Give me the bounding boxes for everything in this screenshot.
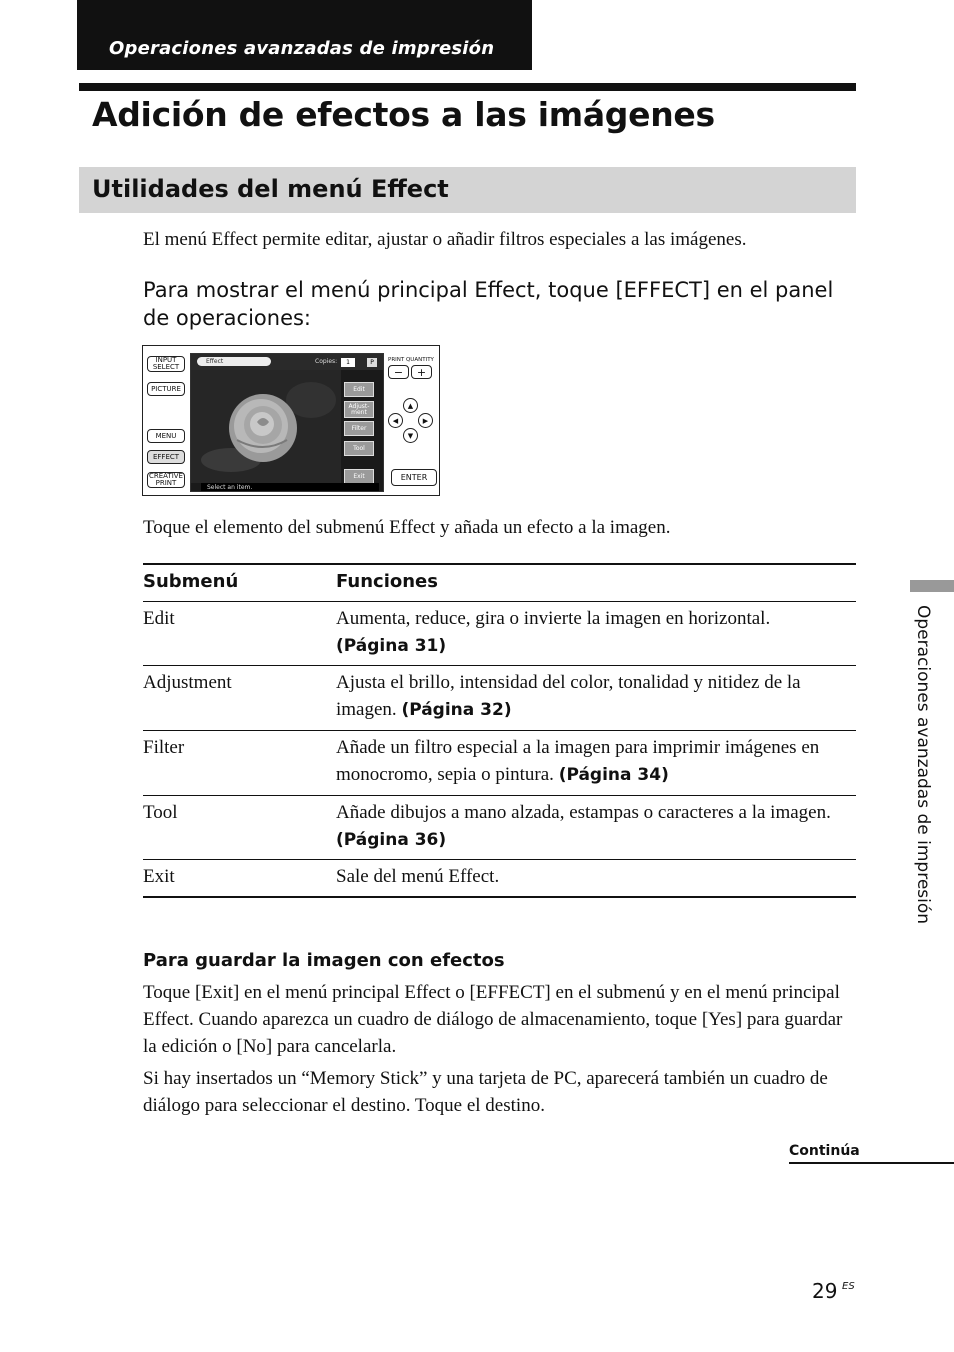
row-adjustment-text: Ajusta el brillo, intensidad del color, tonalidad y nitidez de la imagen. <box>336 672 801 720</box>
row-rule <box>143 795 856 796</box>
section-tab <box>77 0 532 70</box>
save-paragraph-2: Si hay insertados un “Memory Stick” y una tarjeta de PC, aparecerá también un cuadro de diálogo para seleccionar el destino. Toque el destino. <box>143 1068 828 1116</box>
table-header-rule <box>143 601 856 602</box>
page-language: ES <box>842 1281 855 1292</box>
instruction-text: Para mostrar el menú principal Effect, toque [EFFECT] en el panel de operaciones: <box>143 278 834 330</box>
lcd-effect-title: Effect <box>197 357 271 366</box>
arrow-down-icon: ▼ <box>403 428 418 443</box>
row-edit-function <box>336 605 856 660</box>
row-filter-ref: (Página 34) <box>558 765 669 785</box>
lcd-screen <box>190 353 384 492</box>
lcd-menu-tool: Tool <box>344 441 374 456</box>
lcd-copies-label: Copies: <box>315 358 338 365</box>
page-title: Adición de efectos a las imágenes <box>92 95 715 134</box>
row-adjustment-ref: (Página 32) <box>401 700 512 720</box>
lcd-menu-exit: Exit <box>344 469 374 484</box>
continues-rule <box>789 1162 954 1164</box>
row-rule <box>143 730 856 731</box>
quantity-minus-button: − <box>388 365 409 379</box>
side-section-label <box>907 605 933 965</box>
row-exit-submenu: Exit <box>143 866 175 887</box>
row-edit-text: Aumenta, reduce, gira o invierte la imagen en horizontal. <box>336 608 771 629</box>
table-top-rule <box>143 563 856 565</box>
title-rule <box>79 83 856 91</box>
lcd-status-text: Select an item. <box>201 483 379 492</box>
row-edit-submenu: Edit <box>143 608 175 629</box>
arrow-left-icon: ◀ <box>388 413 403 428</box>
caption-text: Toque el elemento del submenú Effect y añada un efecto a la imagen. <box>143 517 671 538</box>
continues-label: Continúa <box>789 1143 860 1159</box>
quantity-plus-button: + <box>411 365 432 379</box>
input-select-button: INPUT SELECT <box>147 356 185 372</box>
row-tool-function <box>336 799 856 854</box>
arrow-right-icon: ▶ <box>418 413 433 428</box>
arrow-up-icon: ▲ <box>403 398 418 413</box>
row-edit-ref: (Página 31) <box>336 636 447 656</box>
row-rule <box>143 665 856 666</box>
lcd-menu-adjustment: Adjust-ment <box>344 401 374 418</box>
header-functions: Funciones <box>336 571 438 592</box>
table-bottom-rule <box>143 896 856 898</box>
section-tab-label: Operaciones avanzadas de impresión <box>109 38 495 59</box>
row-tool-text: Añade dibujos a mano alzada, estampas o caracteres a la imagen. <box>336 802 831 823</box>
row-filter-text: Añade un filtro especial a la imagen para imprimir imágenes en monocromo, sepia o pintura. <box>336 737 820 785</box>
row-filter-submenu: Filter <box>143 737 185 758</box>
rose-photo <box>191 370 341 483</box>
side-section-text: Operaciones avanzadas de impresión <box>913 605 933 925</box>
page-number: 29 <box>812 1279 838 1303</box>
side-thumb-tab <box>910 580 954 592</box>
lcd-menu-filter: Filter <box>344 421 374 436</box>
row-filter-function <box>336 734 856 789</box>
picture-button: PICTURE <box>147 382 185 396</box>
lcd-p-badge: P <box>367 358 377 367</box>
lcd-copies-value: 1 <box>341 358 355 367</box>
effect-button: EFFECT <box>147 450 185 464</box>
subheading-band <box>79 167 856 213</box>
save-section-heading: Para guardar la imagen con efectos <box>143 950 505 971</box>
save-paragraph-1: Toque [Exit] en el menú principal Effect o [EFFECT] en el submenú y en el menú principal Effect. Cuando aparezca un cuadro de diálogo de almacenamiento, toque [Yes] para guardar la edición o [No] para cancelarla. <box>143 982 843 1057</box>
row-exit-function: Sale del menú Effect. <box>336 866 500 887</box>
row-tool-submenu: Tool <box>143 802 178 823</box>
subheading: Utilidades del menú Effect <box>92 175 449 203</box>
print-quantity-label: PRINT QUANTITY <box>388 357 434 363</box>
row-adjustment-function <box>336 669 856 724</box>
creative-print-button: CREATIVE PRINT <box>147 472 185 488</box>
row-tool-ref: (Página 36) <box>336 830 447 850</box>
operation-panel-illustration <box>142 345 440 496</box>
enter-button: ENTER <box>391 469 437 486</box>
row-adjustment-submenu: Adjustment <box>143 672 232 693</box>
menu-button: MENU <box>147 429 185 443</box>
lcd-menu-edit: Edit <box>344 382 374 397</box>
intro-text: El menú Effect permite editar, ajustar o añadir filtros especiales a las imágenes. <box>143 229 747 250</box>
row-rule <box>143 859 856 860</box>
header-submenu: Submenú <box>143 571 239 592</box>
